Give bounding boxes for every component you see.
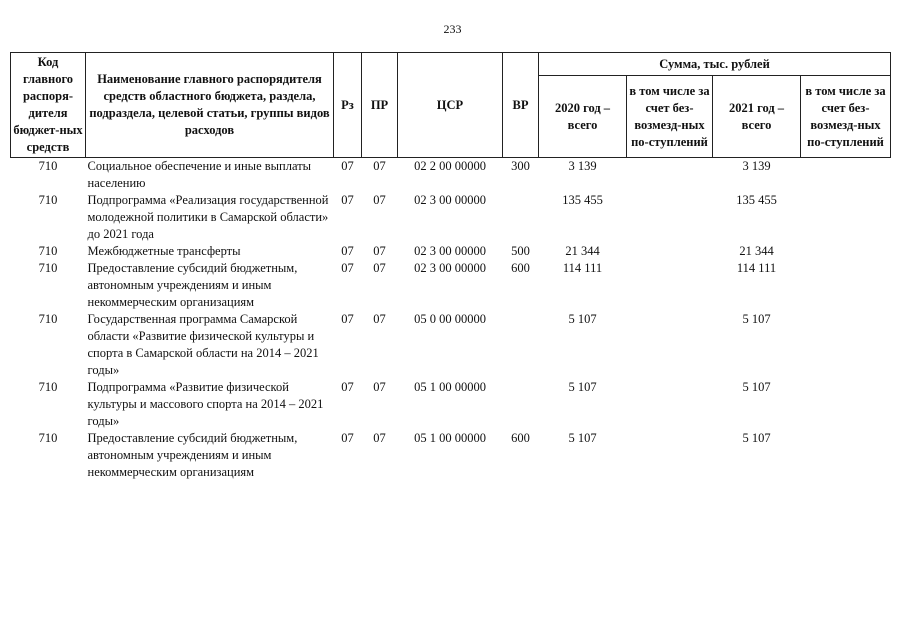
cell-2020-total: 5 107 bbox=[568, 312, 597, 326]
cell-rz: 07 bbox=[341, 244, 354, 258]
table-header bbox=[11, 53, 891, 158]
budget-table bbox=[10, 52, 891, 481]
cell-name: Социальное обеспечение и иные выплаты населению bbox=[87, 159, 312, 190]
cell-2021-total: 5 107 bbox=[742, 431, 771, 445]
cell-name: Межбюджетные трансферты bbox=[87, 244, 241, 258]
header-vr: ВР bbox=[503, 53, 539, 158]
header-name: Наименование главного распорядителя средств областного бюджета, раздела, подраздела, целевой статьи, группы видов расходов bbox=[86, 53, 334, 158]
cell-code: 710 bbox=[38, 244, 58, 258]
cell-csr: 05 0 00 00000 bbox=[414, 312, 486, 326]
cell-csr: 05 1 00 00000 bbox=[414, 380, 486, 394]
cell-csr: 02 2 00 00000 bbox=[414, 159, 486, 173]
header-2020-free: в том числе за счет без-возмезд-ных по-ступлений bbox=[627, 76, 713, 158]
table-row bbox=[11, 243, 891, 260]
cell-pr: 07 bbox=[373, 380, 386, 394]
cell-code: 710 bbox=[38, 312, 58, 326]
table-row bbox=[11, 192, 891, 243]
cell-name: Подпрограмма «Реализация государственной молодежной политики в Самарской области» до 2021 года bbox=[87, 193, 329, 241]
cell-2020-free bbox=[627, 430, 713, 481]
cell-2021-free bbox=[801, 192, 891, 243]
cell-name: Предоставление субсидий бюджетным, автономным учреждениям и иным некоммерческим организациям bbox=[87, 431, 298, 479]
cell-pr: 07 bbox=[373, 159, 386, 173]
cell-2021-total: 135 455 bbox=[736, 193, 777, 207]
cell-vr bbox=[503, 192, 539, 243]
table-row bbox=[11, 379, 891, 430]
cell-2020-free bbox=[627, 311, 713, 379]
cell-vr: 600 bbox=[511, 261, 530, 275]
cell-pr: 07 bbox=[373, 193, 386, 207]
header-rz: Рз bbox=[334, 53, 362, 158]
cell-2021-free bbox=[801, 260, 891, 311]
cell-pr: 07 bbox=[373, 261, 386, 275]
cell-2020-free bbox=[627, 158, 713, 193]
table-row bbox=[11, 430, 891, 481]
cell-pr: 07 bbox=[373, 312, 386, 326]
cell-2020-free bbox=[627, 260, 713, 311]
cell-name: Подпрограмма «Развитие физической культуры и массового спорта на 2014 – 2021 годы» bbox=[87, 380, 324, 428]
cell-2021-free bbox=[801, 243, 891, 260]
cell-2021-free bbox=[801, 158, 891, 193]
cell-vr bbox=[503, 379, 539, 430]
cell-code: 710 bbox=[38, 193, 58, 207]
cell-2021-free bbox=[801, 311, 891, 379]
cell-csr: 02 3 00 00000 bbox=[414, 261, 486, 275]
cell-2021-total: 21 344 bbox=[739, 244, 774, 258]
cell-vr bbox=[503, 311, 539, 379]
header-sum: Сумма, тыс. рублей bbox=[539, 53, 891, 76]
cell-csr: 05 1 00 00000 bbox=[414, 431, 486, 445]
header-csr: ЦСР bbox=[398, 53, 503, 158]
header-code: Код главного распоря-дителя бюджет-ных средств bbox=[11, 53, 86, 158]
cell-rz: 07 bbox=[341, 380, 354, 394]
cell-name: Предоставление субсидий бюджетным, автономным учреждениям и иным некоммерческим организациям bbox=[87, 261, 298, 309]
cell-rz: 07 bbox=[341, 312, 354, 326]
cell-2020-total: 135 455 bbox=[562, 193, 603, 207]
cell-code: 710 bbox=[38, 159, 58, 173]
cell-2021-total: 5 107 bbox=[742, 380, 771, 394]
page-number: 233 bbox=[443, 22, 462, 36]
table-body bbox=[11, 158, 891, 482]
cell-name: Государственная программа Самарской области «Развитие физической культуры и спорта в Самарской области на 2014 – 2021 годы» bbox=[87, 312, 319, 377]
cell-csr: 02 3 00 00000 bbox=[414, 244, 486, 258]
cell-pr: 07 bbox=[373, 431, 386, 445]
cell-2020-total: 114 111 bbox=[562, 261, 603, 275]
cell-rz: 07 bbox=[341, 159, 354, 173]
header-2021-total: 2021 год – всего bbox=[713, 76, 801, 158]
table-row bbox=[11, 260, 891, 311]
cell-vr: 300 bbox=[511, 159, 530, 173]
cell-vr: 600 bbox=[511, 431, 530, 445]
cell-rz: 07 bbox=[341, 193, 354, 207]
cell-2020-total: 3 139 bbox=[568, 159, 597, 173]
cell-2020-free bbox=[627, 192, 713, 243]
cell-2020-total: 5 107 bbox=[568, 380, 597, 394]
table-row bbox=[11, 158, 891, 193]
table-row bbox=[11, 311, 891, 379]
cell-vr: 500 bbox=[511, 244, 530, 258]
cell-2021-total: 114 111 bbox=[736, 261, 777, 275]
cell-2021-free bbox=[801, 430, 891, 481]
cell-2021-total: 3 139 bbox=[742, 159, 771, 173]
cell-2020-free bbox=[627, 243, 713, 260]
header-pr: ПР bbox=[362, 53, 398, 158]
cell-rz: 07 bbox=[341, 261, 354, 275]
cell-rz: 07 bbox=[341, 431, 354, 445]
cell-csr: 02 3 00 00000 bbox=[414, 193, 486, 207]
cell-code: 710 bbox=[38, 431, 58, 445]
cell-2020-free bbox=[627, 379, 713, 430]
cell-2021-free bbox=[801, 379, 891, 430]
header-2021-free: в том числе за счет без-возмезд-ных по-ступлений bbox=[801, 76, 891, 158]
cell-code: 710 bbox=[38, 261, 58, 275]
cell-2020-total: 5 107 bbox=[568, 431, 597, 445]
cell-code: 710 bbox=[38, 380, 58, 394]
cell-2020-total: 21 344 bbox=[565, 244, 600, 258]
header-2020-total: 2020 год – всего bbox=[539, 76, 627, 158]
cell-2021-total: 5 107 bbox=[742, 312, 771, 326]
cell-pr: 07 bbox=[373, 244, 386, 258]
